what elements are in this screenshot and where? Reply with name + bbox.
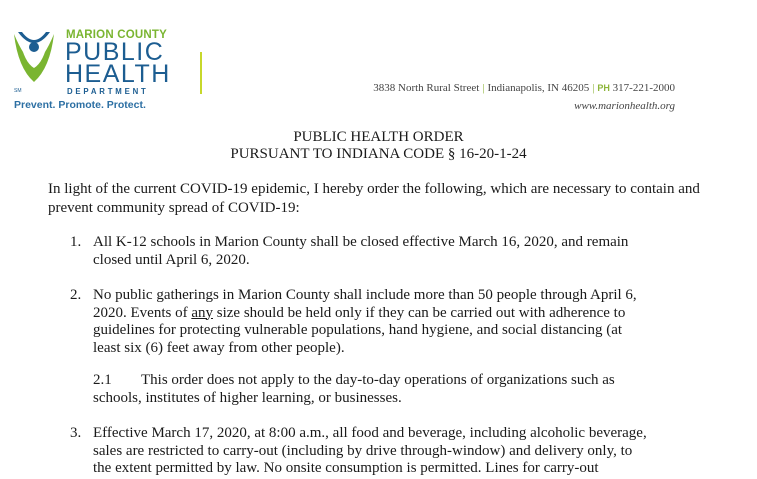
- underlined-word: any: [191, 304, 213, 321]
- logo-tagline: Prevent. Promote. Protect.: [14, 99, 146, 111]
- item-line: No public gatherings in Marion County shall include more than 50 people through April 6,: [93, 287, 637, 303]
- letterhead-address: [373, 82, 675, 94]
- order-title: PUBLIC HEALTH ORDER: [293, 129, 464, 145]
- address-city: Indianapolis, IN 46205: [487, 82, 590, 94]
- item-body: [93, 287, 713, 357]
- item-line: Effective March 17, 2020, at 8:00 a.m., all food and beverage, including alcoholic beverage,: [93, 425, 647, 441]
- subitem-line: This order does not apply to the day-to-day operations of organizations such as: [141, 372, 615, 388]
- logo-text-public: PUBLIC: [65, 38, 165, 66]
- item-text: 2020. Events of: [93, 304, 192, 321]
- health-figure-logo-icon: [10, 28, 58, 86]
- item-line: the extent permitted by law. No onsite consumption is permitted. Lines for carry-out: [93, 460, 599, 476]
- address-separator: |: [592, 82, 595, 94]
- logo-text-marion-county: MARION COUNTY: [66, 29, 167, 41]
- item-line-with-emphasis: [93, 305, 713, 323]
- order-subitem-2-1: [93, 372, 713, 407]
- item-text: size should be held only if they can be carried out with adherence to: [213, 304, 626, 321]
- item-line: sales are restricted to carry-out (including by drive through-window) and delivery only, to: [93, 442, 633, 459]
- subitem-line: schools, institutes of higher learning, or businesses.: [93, 389, 402, 406]
- subitem-number: 2.1: [93, 372, 112, 388]
- logo-text-health: HEALTH: [65, 60, 171, 88]
- phone-label: PH: [597, 83, 610, 93]
- logo-text-department: DEPARTMENT: [67, 87, 149, 96]
- item-number: 2.: [70, 287, 82, 303]
- item-line: guidelines for protecting vulnerable populations, hand hygiene, and social distancing (at: [93, 322, 623, 338]
- item-number: 1.: [70, 234, 82, 250]
- item-line: least six (6) feet away from other people).: [93, 339, 345, 356]
- header-divider: [200, 52, 202, 94]
- phone-number: 317-221-2000: [612, 82, 675, 94]
- address-street: 3838 North Rural Street: [373, 82, 480, 94]
- item-body: [93, 234, 713, 269]
- item-body: [93, 425, 713, 478]
- item-line: All K-12 schools in Marion County shall be closed effective March 16, 2020, and remain: [93, 234, 629, 250]
- service-mark: SM: [14, 88, 22, 94]
- item-number: 3.: [70, 425, 82, 441]
- order-intro: In light of the current COVID-19 epidemic, I hereby order the following, which are necessary to contain and prevent community spread of COVID-19:: [48, 181, 700, 216]
- item-line: closed until April 6, 2020.: [93, 251, 250, 268]
- website-link[interactable]: www.marionhealth.org: [574, 100, 675, 112]
- address-separator: |: [482, 82, 485, 94]
- order-subtitle: PURSUANT TO INDIANA CODE § 16-20-1-24: [230, 146, 527, 162]
